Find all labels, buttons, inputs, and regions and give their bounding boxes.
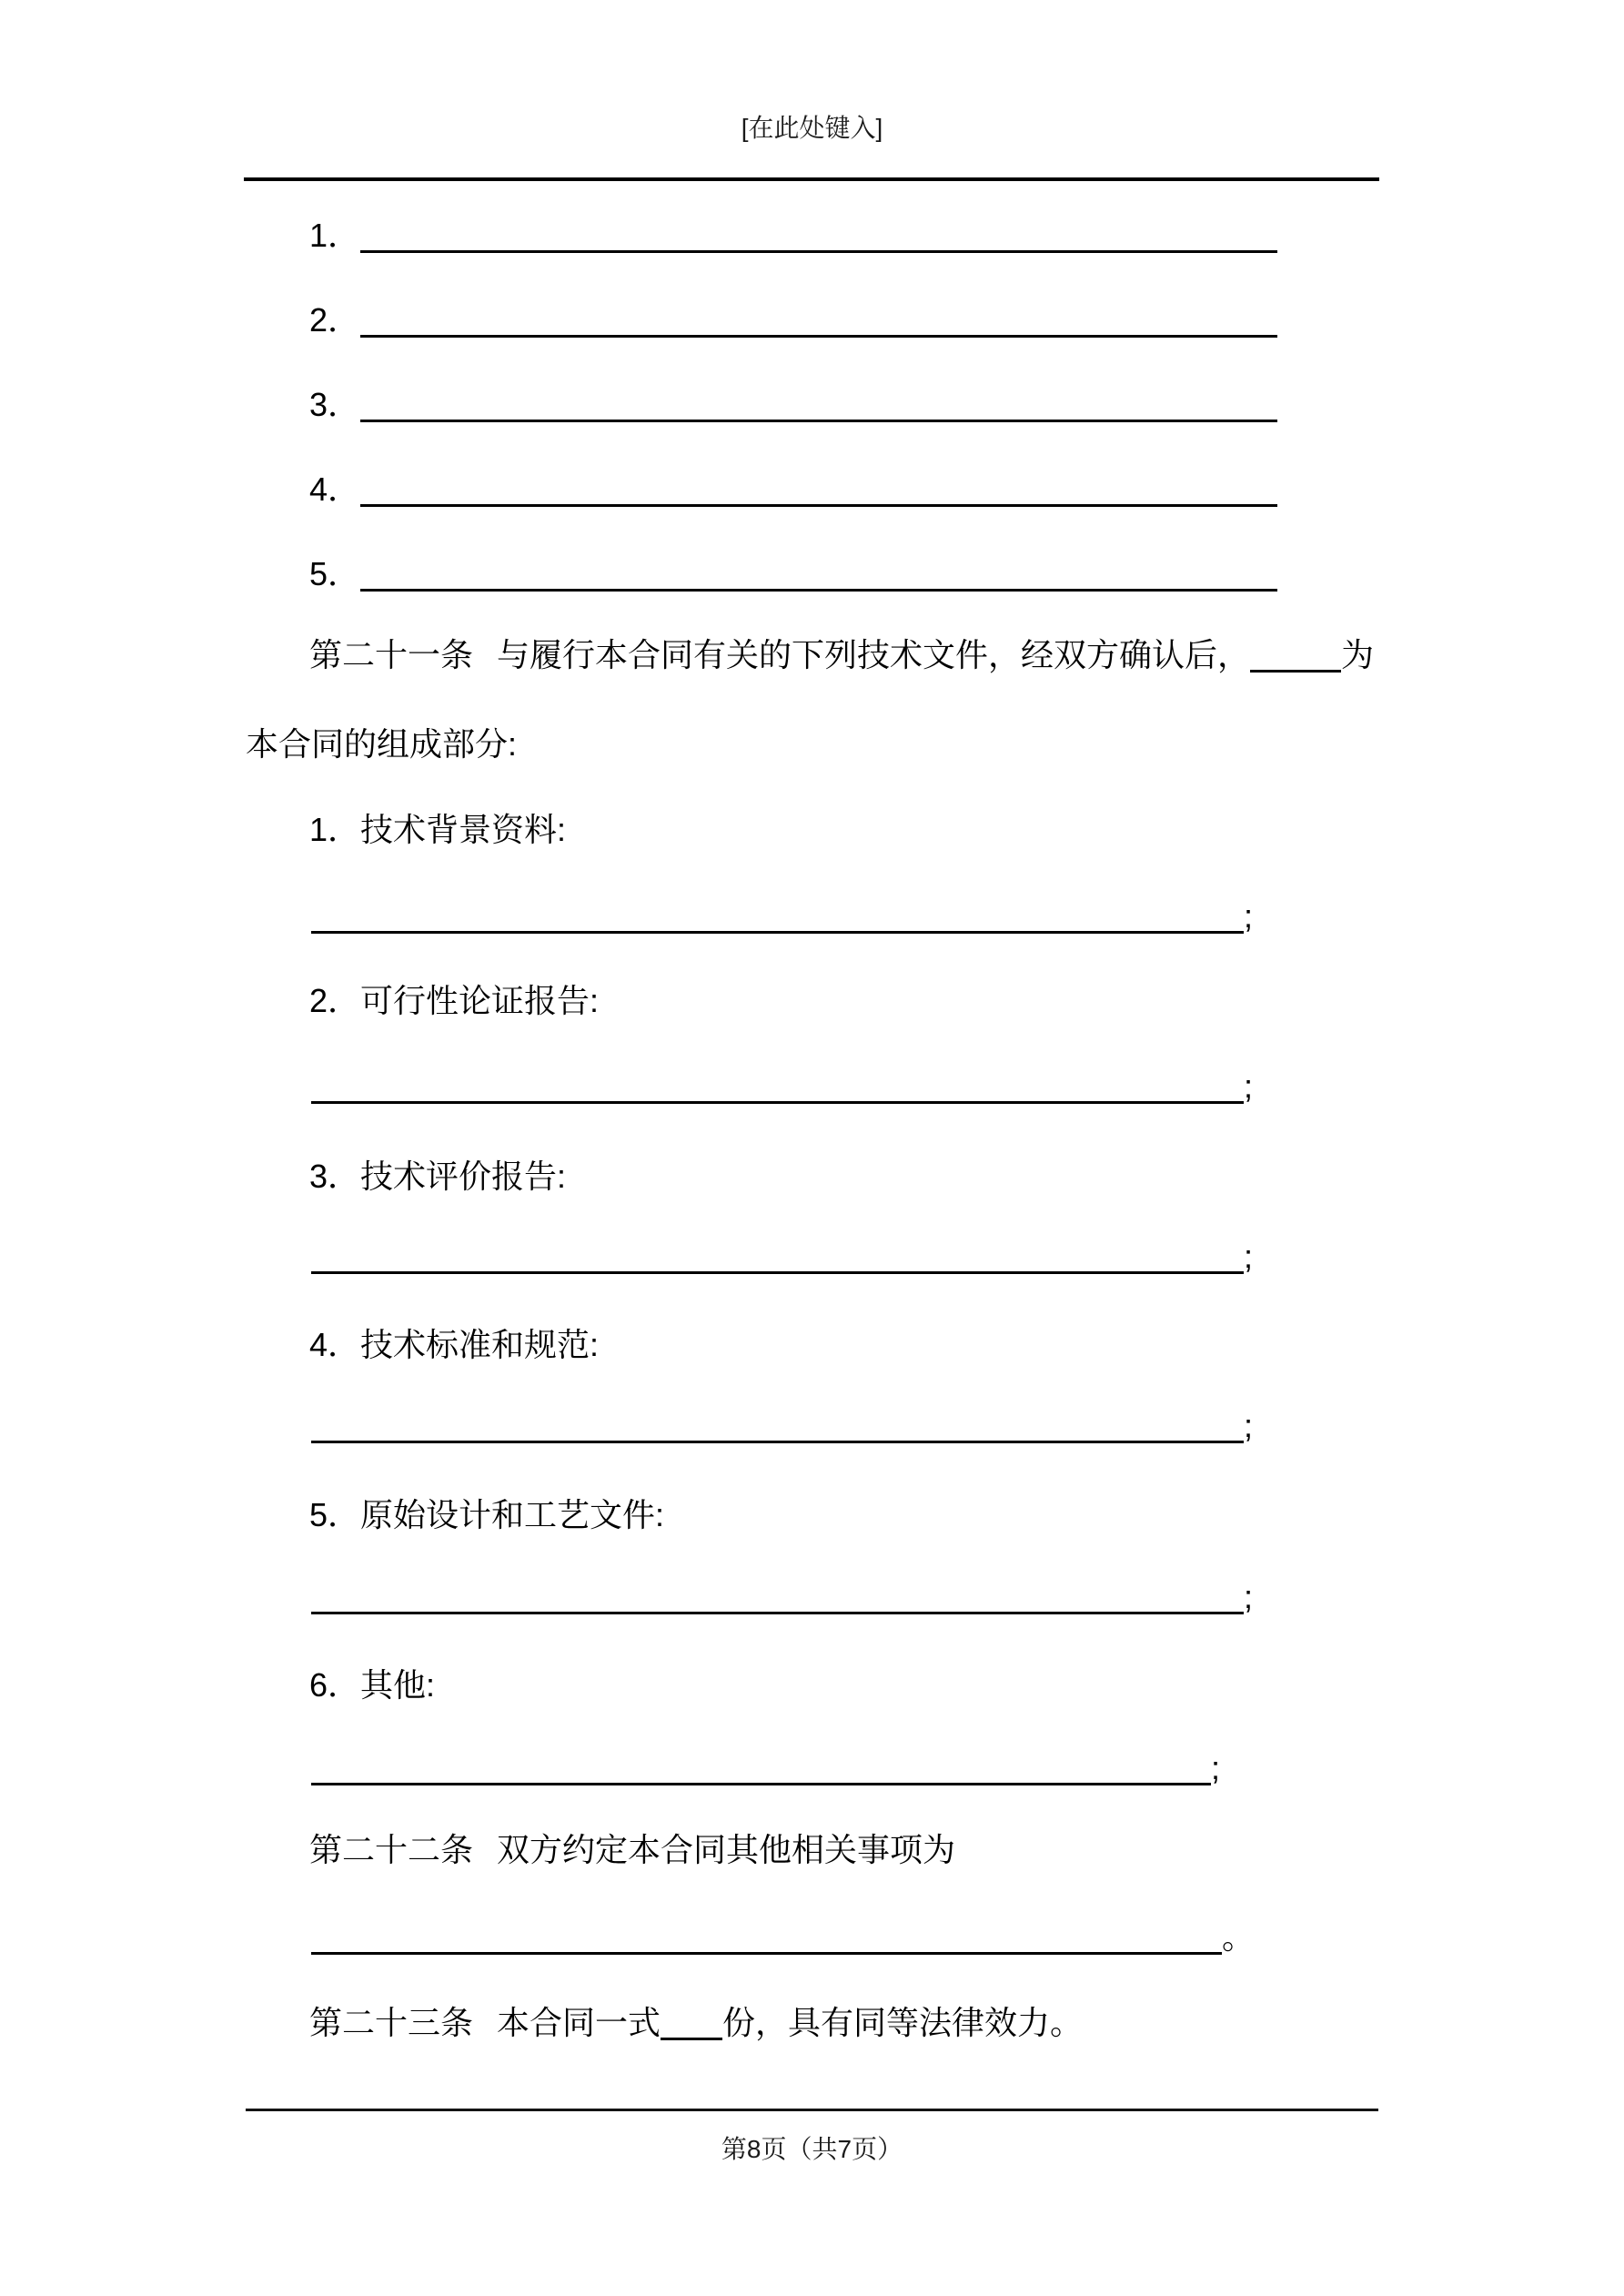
blank-line bbox=[360, 219, 1277, 253]
numbered-blank-row bbox=[309, 386, 1277, 423]
inline-blank bbox=[661, 2007, 722, 2040]
blank-line bbox=[360, 473, 1277, 507]
blank-line bbox=[311, 1410, 1244, 1443]
blank-line bbox=[311, 900, 1244, 934]
blank-suffix: ; bbox=[1244, 1238, 1254, 1275]
numbered-blank-row bbox=[309, 219, 1277, 253]
numbered-blank-row bbox=[309, 555, 1277, 592]
document-item-label: 5．原始设计和工艺文件: bbox=[309, 1496, 665, 1533]
document-item-label: 6．其他: bbox=[309, 1666, 436, 1704]
blank-suffix: ; bbox=[1244, 1067, 1254, 1105]
blank-suffix: 。 bbox=[1222, 1918, 1256, 1956]
blank-line bbox=[311, 1070, 1244, 1104]
document-item-label: 1．技术背景资料: bbox=[309, 811, 567, 848]
blank-line bbox=[311, 1581, 1244, 1614]
document-blank-row bbox=[311, 1407, 1254, 1444]
article-number: 第二十二条 bbox=[309, 1831, 474, 1868]
blank-suffix: ; bbox=[1244, 1578, 1254, 1615]
item-number: 2． bbox=[309, 301, 361, 339]
blank-line bbox=[360, 389, 1277, 422]
blank-line bbox=[311, 1240, 1244, 1274]
article-text: 本合同一式 bbox=[497, 2004, 661, 2041]
blank-line bbox=[311, 1752, 1211, 1785]
document-blank-row bbox=[311, 1067, 1254, 1105]
item-number: 3． bbox=[309, 386, 361, 423]
article-22-line bbox=[309, 1831, 956, 1868]
article-text: 份，具有同等法律效力。 bbox=[722, 2004, 1084, 2041]
item-number: 5． bbox=[309, 555, 361, 592]
article-text: 双方约定本合同其他相关事项为 bbox=[497, 1831, 956, 1868]
item-number: 1． bbox=[309, 217, 361, 254]
article-text: 与履行本合同有关的下列技术文件，经双方确认后， bbox=[497, 636, 1251, 673]
article-number: 第二十一条 bbox=[309, 636, 474, 673]
numbered-blank-row bbox=[309, 301, 1277, 339]
document-item-label: 2．可行性论证报告: bbox=[309, 982, 600, 1019]
article-22-blank-row bbox=[311, 1918, 1256, 1956]
article-21-intro-line2: 本合同的组成部分: bbox=[246, 725, 518, 763]
document-item-label: 3．技术评价报告: bbox=[309, 1158, 567, 1195]
item-number: 4． bbox=[309, 470, 361, 508]
blank-suffix: ; bbox=[1211, 1749, 1221, 1786]
header-rule bbox=[244, 177, 1379, 181]
blank-suffix: ; bbox=[1244, 1407, 1254, 1444]
footer-page-number: 第8页（共7页） bbox=[721, 2135, 903, 2163]
document-blank-row bbox=[311, 1578, 1254, 1615]
document-item-label: 4．技术标准和规范: bbox=[309, 1326, 600, 1363]
document-blank-row bbox=[311, 897, 1254, 935]
inline-blank bbox=[1250, 639, 1341, 673]
blank-line bbox=[311, 1921, 1222, 1955]
header-placeholder-text: [在此处键入] bbox=[741, 114, 883, 142]
document-blank-row bbox=[311, 1749, 1221, 1786]
numbered-blank-row bbox=[309, 470, 1277, 508]
article-number: 第二十三条 bbox=[309, 2004, 474, 2041]
document-blank-row bbox=[311, 1240, 1253, 1274]
article-23-line bbox=[309, 2004, 1084, 2041]
blank-line bbox=[360, 558, 1277, 592]
article-text-tail: 为 bbox=[1341, 636, 1375, 673]
blank-suffix: ; bbox=[1244, 897, 1254, 935]
article-21-intro-line1 bbox=[309, 636, 1375, 673]
blank-line bbox=[360, 304, 1277, 338]
footer-rule bbox=[246, 2109, 1378, 2111]
